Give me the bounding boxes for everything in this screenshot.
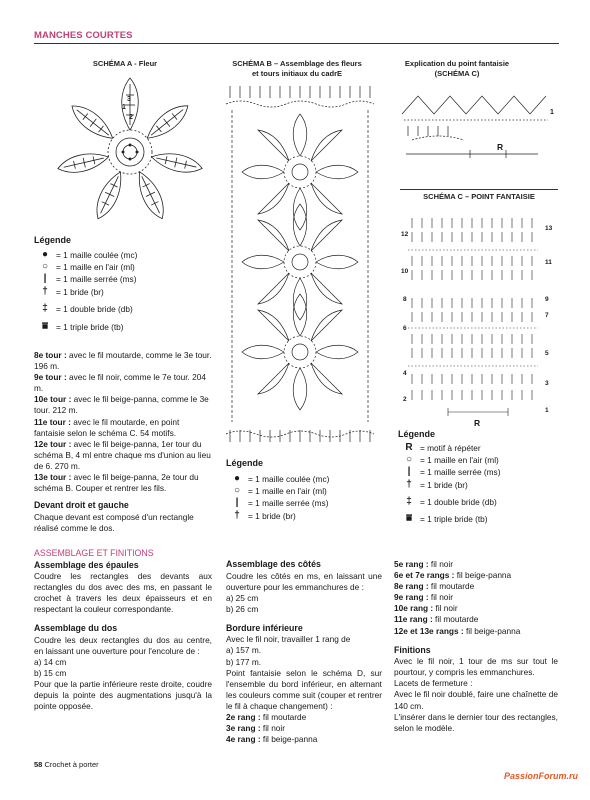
triple-treble-icon: ⩸: [41, 321, 49, 332]
single-crochet-icon: |: [235, 497, 239, 508]
explication-repeat-label: R: [497, 142, 504, 152]
rang-8: 8e rang : fil moutarde: [394, 581, 475, 592]
header-rule: [34, 43, 559, 44]
schema-c-row-2: 2: [403, 396, 407, 403]
legend-a-item: ⩸ = 1 triple bride (tb): [34, 322, 124, 332]
rang-3: 3e rang : fil noir: [226, 723, 286, 734]
tour-12: 12e tour : avec le fil beige-panna, 1er tour du schéma B, 4 ml entre chaque ms d'union au lieu de 6. 270 m.: [34, 438, 211, 471]
legend-a-item: † = 1 bride (br): [34, 287, 104, 297]
schema-c-row-5: 5: [545, 350, 549, 357]
tour-11: 11e tour : avec le fil moutarde, en point fantaisie selon le schéma C. 54 motifs.: [34, 416, 180, 438]
schema-a-row-3: 3: [127, 96, 131, 103]
page-footer: [34, 760, 99, 769]
bordure-a: a) 157 m.: [226, 645, 262, 656]
dos-b: b) 15 cm: [34, 668, 67, 679]
schema-b-diagram: [220, 82, 380, 452]
legend-a-item: ○ = 1 maille en l'air (ml): [34, 262, 135, 272]
finitions-text4: L'insérer dans le dernier tour des rectangles, selon le modèle.: [394, 711, 558, 733]
tour-8: 8e tour : avec le fil moutarde, comme le 3e tour. 196 m.: [34, 350, 212, 372]
schema-c-rule: [400, 189, 558, 190]
legend-b-item: † = 1 bride (br): [226, 511, 296, 521]
schema-c-row-1: 1: [545, 407, 549, 414]
schema-a-legend-title: Légende: [34, 235, 72, 245]
epaules-title: Assemblage des épaules: [34, 559, 139, 570]
double-crochet-icon: †: [234, 510, 240, 521]
explication-row-1: 1: [550, 109, 554, 116]
assemblage-section-title: ASSEMBLAGE ET FINITIONS: [34, 548, 154, 558]
explication-diagram: [398, 84, 558, 170]
legend-a-item: ● = 1 maille coulée (mc): [34, 250, 137, 260]
tour-10: 10e tour : avec le fil beige-panna, comme le 3e tour. 212 m.: [34, 394, 209, 416]
slip-stitch-icon: ●: [233, 473, 241, 484]
dos-text: Coudre les deux rectangles du dos au centre, en laissant une ouverture pour l'encolure de :: [34, 634, 212, 656]
cotes-column: [226, 559, 382, 745]
schema-a-caption: SCHÉMA A - Fleur: [92, 59, 158, 68]
bordure-text2: Point fantaisie selon le schéma D, sur l'ensemble du bord inférieur, en alternant les couleurs comme suit (couper et rentrer le fil à chaque changement) :: [226, 667, 382, 711]
epaules-text: Coudre les rectangles des devants aux rectangles du dos avec des ms, en passant le crochet à travers les deux épaisseurs et en respectant la couleur correspondante.: [34, 571, 212, 615]
cotes-text: Coudre les côtés en ms, en laissant une ouverture pour les emmanchures de :: [226, 570, 382, 592]
finitions-text3: Avec le fil noir doublé, faire une chaînette de 140 cm.: [394, 689, 558, 711]
finitions-text2: Lacets de fermeture :: [394, 678, 473, 689]
schema-c-row-9: 9: [545, 296, 549, 303]
legend-c-item: R = motif à répéter: [398, 443, 481, 453]
legend-b-item: ● = 1 maille coulée (mc): [226, 474, 329, 484]
assemblage-column: [34, 548, 212, 713]
rang-6-7: 6e et 7e rangs : fil beige-panna: [394, 570, 512, 581]
rang-10: 10e rang : fil noir: [394, 603, 458, 614]
schema-c-row-6: 6: [403, 325, 407, 332]
section-title: MANCHES COURTES: [34, 30, 133, 41]
rang-12-13: 12e et 13e rangs : fil beige-panna: [394, 625, 521, 636]
schema-a-diagram: [40, 70, 220, 230]
schema-c-repeat-label: R: [474, 418, 481, 428]
rang-2: 2e rang : fil moutarde: [226, 712, 307, 723]
finitions-text1: Avec le fil noir, 1 tour de ms sur tout le pourtour, y compris les emmanchures.: [394, 656, 558, 678]
schema-c-row-12: 12: [401, 231, 409, 238]
schema-c-row-8: 8: [403, 296, 407, 303]
treble-crochet-icon: ‡: [42, 303, 48, 314]
finitions-column: [394, 559, 558, 734]
schema-c-row-11: 11: [545, 259, 552, 266]
legend-c-item: ‡ = 1 double bride (db): [398, 497, 497, 507]
tour-9: 9e tour : avec le fil noir, comme le 7e tour. 204 m.: [34, 372, 207, 394]
schema-c-row-7: 7: [545, 312, 549, 319]
single-crochet-icon: |: [43, 273, 47, 284]
legend-a-item: | = 1 maille serrée (ms): [34, 274, 136, 284]
treble-crochet-icon: ‡: [406, 496, 412, 507]
schema-c-row-13: 13: [545, 225, 553, 232]
cotes-b: b) 26 cm: [226, 603, 259, 614]
chain-icon: ○: [233, 485, 241, 496]
tour-13: 13e tour : avec le fil beige-panna, 2e tour du schéma B. Couper et rentrer les fils.: [34, 472, 199, 494]
magazine-name: Crochet à porter: [44, 760, 99, 769]
rang-11: 11e rang : fil moutarde: [394, 614, 479, 625]
schema-c-row-10: 10: [401, 268, 409, 275]
double-crochet-icon: †: [406, 479, 412, 490]
single-crochet-icon: |: [407, 466, 411, 477]
dos-a: a) 14 cm: [34, 657, 67, 668]
devant-text: Chaque devant est composé d'un rectangle réalisé comme le dos.: [34, 511, 194, 533]
double-crochet-icon: †: [42, 286, 48, 297]
cotes-a: a) 25 cm: [226, 592, 259, 603]
triple-treble-icon: ⩸: [405, 513, 413, 524]
schema-b-caption: SCHÉMA B – Assemblage des fleurs et tours initiaux du cadrE: [232, 59, 362, 78]
legend-c-item: ○ = 1 maille en l'air (ml): [398, 455, 499, 465]
repeat-icon: R: [405, 442, 413, 453]
finitions-title: Finitions: [394, 644, 431, 655]
legend-c-item: † = 1 bride (br): [398, 480, 468, 490]
schema-c-row-4: 4: [403, 370, 407, 377]
explication-caption: Explication du point fantaisie (SCHÉMA C): [404, 59, 510, 78]
schema-a-row-2: 2: [129, 114, 133, 121]
cotes-title: Assemblage des côtés: [226, 559, 321, 569]
legend-b-item: | = 1 maille serrée (ms): [226, 498, 328, 508]
dos-note: Pour que la partie inférieure reste droite, coudre depuis la pointe des augmentations jusqu'à la pointe opposée.: [34, 679, 212, 712]
devant-title: Devant droit et gauche: [34, 500, 129, 511]
page-number: 58: [34, 760, 43, 769]
watermark: PassionForum.ru: [503, 771, 578, 781]
chain-icon: ○: [405, 454, 413, 465]
schema-a-row-1: 1: [122, 104, 126, 111]
dos-title: Assemblage du dos: [34, 623, 118, 634]
legend-c-item: ⩸ = 1 triple bride (tb): [398, 514, 488, 524]
schema-c-legend-title: Légende: [398, 429, 436, 439]
rang-4: 4e rang : fil beige-panna: [226, 734, 318, 745]
rang-5: 5e rang : fil noir: [394, 559, 454, 569]
schema-c-diagram: [408, 218, 540, 418]
legend-a-item: ‡ = 1 double bride (db): [34, 304, 133, 314]
bordure-text1: Avec le fil noir, travailler 1 rang de: [226, 634, 351, 645]
rang-9: 9e rang : fil noir: [394, 592, 454, 603]
slip-stitch-icon: ●: [41, 249, 49, 260]
schema-b-legend-title: Légende: [226, 458, 264, 468]
schema-c-caption: SCHÉMA C – POINT FANTAISIE: [423, 192, 535, 201]
legend-c-item: | = 1 maille serrée (ms): [398, 467, 500, 477]
bordure-title: Bordure inférieure: [226, 622, 303, 633]
schema-c-row-3: 3: [545, 380, 549, 387]
tours-text: [34, 350, 212, 534]
chain-icon: ○: [41, 261, 49, 272]
bordure-b: b) 177 m.: [226, 656, 262, 667]
legend-b-item: ○ = 1 maille en l'air (ml): [226, 486, 327, 496]
